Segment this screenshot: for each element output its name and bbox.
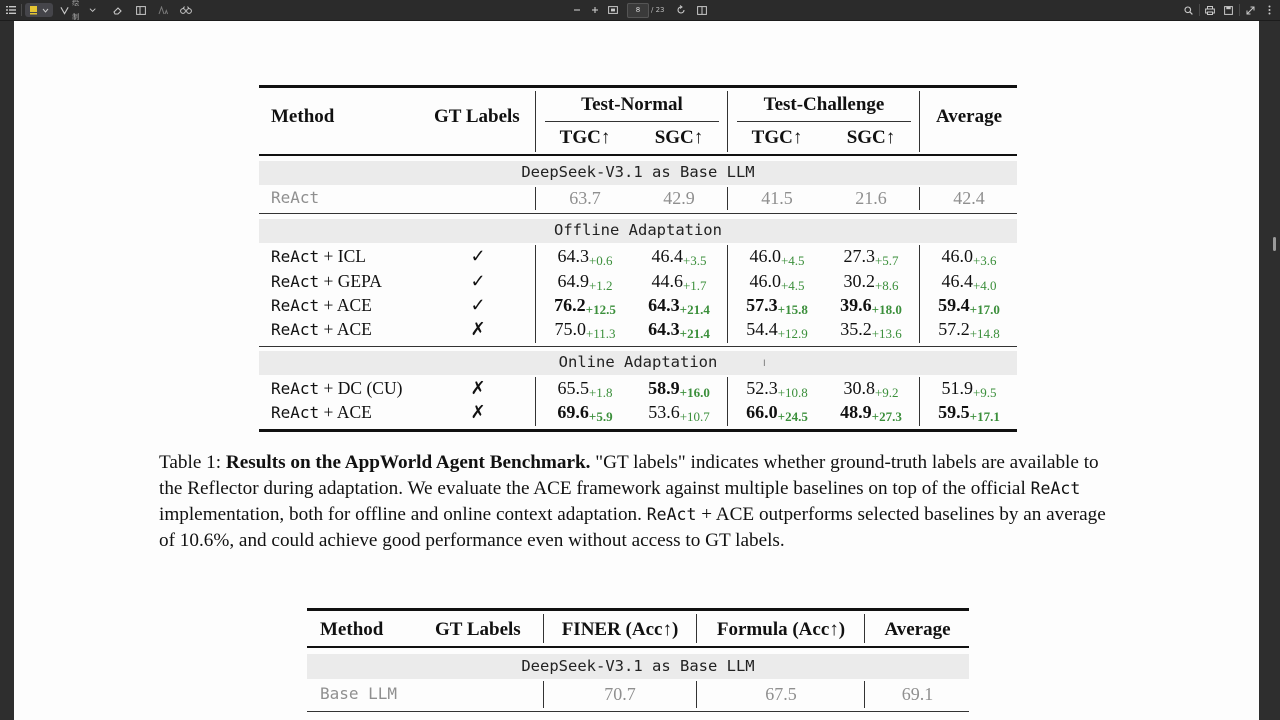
text-box-icon[interactable] — [134, 3, 148, 17]
cell-average — [921, 296, 1017, 316]
cell-value: 51.9 — [941, 378, 973, 398]
cell-value: 64.3 — [648, 295, 680, 315]
cell-value: 65.5 — [557, 378, 589, 398]
cell-average — [921, 320, 1017, 340]
cell-average — [921, 272, 1017, 292]
cell-sgc-challenge — [826, 247, 916, 267]
page-number-input[interactable]: 8 — [627, 3, 649, 18]
chevron-down-icon — [89, 7, 96, 13]
row-method — [271, 297, 372, 315]
cell-delta: +10.8 — [777, 385, 808, 400]
cell-value: 59.5 — [938, 402, 970, 422]
zoom-out-icon[interactable] — [570, 3, 584, 17]
row-method-suffix: + ICL — [319, 246, 366, 266]
cell-delta: +5.9 — [588, 409, 613, 424]
row-method-code: ReAct — [271, 403, 320, 422]
t2-header-gt-labels: GT Labels — [435, 619, 521, 640]
draw-tool-button[interactable] — [60, 0, 96, 21]
row-method-suffix: + DC (CU) — [319, 378, 403, 398]
caption-code-1: ReAct — [1030, 479, 1081, 498]
cell-delta: +11.3 — [585, 326, 616, 341]
baseline-average: 42.4 — [953, 188, 985, 208]
t2-section-base-llm: DeepSeek-V3.1 as Base LLM — [521, 657, 755, 675]
t2-header-method: Method — [320, 619, 384, 640]
save-icon[interactable] — [1221, 3, 1235, 17]
header-gt-labels: GT Labels — [434, 106, 520, 127]
cell-sgc-challenge — [826, 403, 916, 423]
section-base-llm: DeepSeek-V3.1 as Base LLM — [521, 163, 755, 181]
row-method-suffix: + GEPA — [319, 271, 382, 291]
cell-value: 44.6 — [651, 271, 683, 291]
cell-sgc-challenge — [826, 379, 916, 399]
cross-mark-icon: ✗ — [470, 319, 486, 339]
row-method — [271, 273, 382, 291]
cell-tgc-normal — [540, 247, 630, 267]
cell-value: 46.0 — [749, 271, 781, 291]
cell-delta: +10.7 — [679, 409, 710, 424]
search-icon[interactable] — [1181, 3, 1195, 17]
cell-tgc-normal — [540, 403, 630, 423]
baseline-sgc-challenge: 21.6 — [855, 188, 887, 208]
draw-label: 绘制 — [72, 0, 80, 21]
row-method — [271, 321, 372, 339]
t2-baseline-method: Base LLM — [320, 684, 398, 703]
cell-delta: +27.3 — [871, 409, 902, 424]
cell-sgc-challenge — [826, 296, 916, 316]
cell-value: 75.0 — [554, 319, 586, 339]
cell-sgc-challenge — [826, 320, 916, 340]
baseline-sgc-normal: 42.9 — [663, 188, 695, 208]
cell-value: 46.0 — [749, 246, 781, 266]
caption-text-1: "GT labels" indicates whether ground-truth labels are available to the Reflector during adaptation. We evaluate the ACE framework against multiple baselines on top of the official — [159, 452, 1099, 499]
baseline-tgc-challenge: 41.5 — [761, 188, 793, 208]
header-tgc-challenge: TGC↑ — [751, 127, 803, 148]
header-sgc-normal: SGC↑ — [654, 127, 704, 148]
cell-value: 35.2 — [840, 319, 872, 339]
cell-average — [921, 247, 1017, 267]
row-method-suffix: + ACE — [319, 319, 372, 339]
cell-value: 59.4 — [938, 295, 970, 315]
more-options-icon[interactable] — [1262, 3, 1276, 17]
baseline-method: ReAct — [271, 188, 320, 207]
section-online: Online Adaptation — [558, 353, 718, 371]
font-size-icon[interactable] — [156, 3, 170, 17]
cell-delta: +4.5 — [780, 253, 805, 268]
row-method-code: ReAct — [271, 379, 320, 398]
row-method-code: ReAct — [271, 296, 320, 315]
table1-caption — [159, 450, 1119, 554]
cell-value: 58.9 — [648, 378, 680, 398]
eraser-icon[interactable] — [111, 3, 125, 17]
cell-tgc-challenge — [732, 403, 822, 423]
cell-sgc-normal — [634, 403, 724, 423]
cell-tgc-challenge — [732, 320, 822, 340]
highlight-tool-button[interactable] — [25, 3, 53, 17]
header-test-challenge: Test-Challenge — [763, 94, 885, 115]
cell-value: 27.3 — [843, 246, 875, 266]
cross-mark-icon: ✗ — [470, 378, 486, 398]
cell-tgc-challenge — [732, 247, 822, 267]
rotate-icon[interactable] — [674, 3, 688, 17]
cell-delta: +4.0 — [972, 278, 997, 293]
cell-delta: +0.6 — [588, 253, 613, 268]
cell-value: 66.0 — [746, 402, 778, 422]
t2-baseline-formula: 67.5 — [765, 684, 797, 704]
cell-value: 39.6 — [840, 295, 872, 315]
cell-average — [921, 403, 1017, 423]
cell-delta: +12.5 — [585, 302, 616, 317]
cell-value: 57.2 — [938, 319, 970, 339]
cell-tgc-normal — [540, 320, 630, 340]
cell-value: 57.3 — [746, 295, 778, 315]
cell-tgc-normal — [540, 296, 630, 316]
t2-header-finer: FINER (Acc↑) — [561, 619, 679, 640]
cell-delta: +18.0 — [871, 302, 902, 317]
cell-value: 64.3 — [557, 246, 589, 266]
sidebar-toggle-icon[interactable] — [4, 3, 18, 17]
cell-value: 64.3 — [648, 319, 680, 339]
check-mark-icon: ✓ — [470, 295, 486, 315]
cell-sgc-challenge — [826, 272, 916, 292]
read-aloud-icon[interactable] — [178, 3, 194, 17]
cell-delta: +16.0 — [679, 385, 710, 400]
cell-delta: +21.4 — [679, 326, 710, 341]
caption-text-3: + ACE outperforms selected baselines by an average of 10.6%, and could achieve good performance even without access to GT labels. — [159, 504, 1106, 551]
expand-icon[interactable] — [1243, 3, 1257, 17]
cell-delta: +1.7 — [682, 278, 707, 293]
cell-tgc-challenge — [732, 272, 822, 292]
cell-value: 69.6 — [557, 402, 589, 422]
cell-delta: +8.6 — [874, 278, 899, 293]
row-method-suffix: + ACE — [319, 295, 372, 315]
cell-delta: +3.5 — [682, 253, 707, 268]
draw-icon — [60, 6, 69, 15]
header-sgc-challenge: SGC↑ — [846, 127, 896, 148]
cell-average — [921, 379, 1017, 399]
section-offline: Offline Adaptation — [554, 221, 722, 239]
baseline-tgc-normal: 63.7 — [569, 188, 601, 208]
header-method: Method — [271, 106, 335, 127]
header-test-normal: Test-Normal — [581, 94, 683, 115]
cell-delta: +1.2 — [588, 278, 613, 293]
cell-sgc-normal — [634, 296, 724, 316]
caption-code-2: ReAct — [646, 505, 697, 524]
row-method-code: ReAct — [271, 272, 320, 291]
header-tgc-normal: TGC↑ — [559, 127, 611, 148]
cell-value: 30.2 — [843, 271, 875, 291]
cell-value: 76.2 — [554, 295, 586, 315]
cell-tgc-challenge — [732, 379, 822, 399]
caption-label: Table 1: — [159, 452, 226, 473]
cell-tgc-challenge — [732, 296, 822, 316]
cell-delta: +14.8 — [969, 326, 1000, 341]
row-method-code: ReAct — [271, 247, 320, 266]
cell-delta: +12.9 — [777, 326, 808, 341]
cell-delta: +13.6 — [871, 326, 902, 341]
check-mark-icon: ✓ — [470, 271, 486, 291]
cell-value: 46.4 — [651, 246, 683, 266]
cell-delta: +4.5 — [780, 278, 805, 293]
t2-baseline-average: 69.1 — [901, 684, 934, 704]
cell-delta: +9.2 — [874, 385, 899, 400]
cell-sgc-normal — [634, 272, 724, 292]
row-method — [271, 404, 372, 422]
cell-value: 48.9 — [840, 402, 872, 422]
header-average: Average — [935, 106, 1003, 127]
cell-value: 52.3 — [746, 378, 778, 398]
pdf-toolbar — [0, 0, 1280, 21]
t2-baseline-finer: 70.7 — [604, 684, 636, 704]
caption-text-2: implementation, both for offline and online context adaptation. — [159, 504, 647, 525]
cell-delta: +3.6 — [972, 253, 997, 268]
scrollbar-thumb[interactable] — [1273, 237, 1276, 251]
caption-title: Results on the AppWorld Agent Benchmark. — [225, 452, 591, 473]
page-view-icon[interactable] — [695, 3, 709, 17]
cell-value: 53.6 — [648, 402, 680, 422]
text-cursor-icon: I — [763, 359, 766, 369]
cell-value: 30.8 — [843, 378, 875, 398]
cell-tgc-normal — [540, 272, 630, 292]
cell-delta: +15.8 — [777, 302, 808, 317]
row-method-suffix: + ACE — [319, 402, 372, 422]
cell-sgc-normal — [634, 320, 724, 340]
t2-header-average: Average — [884, 619, 951, 640]
cell-sgc-normal — [634, 247, 724, 267]
cross-mark-icon: ✗ — [470, 402, 486, 422]
row-method-code: ReAct — [271, 320, 320, 339]
cell-delta: +17.1 — [969, 409, 1000, 424]
check-mark-icon: ✓ — [470, 246, 486, 266]
cell-tgc-normal — [540, 379, 630, 399]
cell-value: 46.4 — [941, 271, 973, 291]
cell-delta: +21.4 — [679, 302, 710, 317]
cell-value: 46.0 — [941, 246, 973, 266]
t2-header-formula: Formula (Acc↑) — [716, 619, 846, 640]
cell-value: 54.4 — [746, 319, 778, 339]
cell-sgc-normal — [634, 379, 724, 399]
cell-delta: +1.8 — [588, 385, 613, 400]
print-icon[interactable] — [1203, 3, 1217, 17]
row-method — [271, 248, 366, 266]
row-method — [271, 380, 402, 398]
cell-delta: +9.5 — [972, 385, 997, 400]
cell-delta: +24.5 — [777, 409, 808, 424]
zoom-in-icon[interactable] — [588, 3, 602, 17]
cell-delta: +17.0 — [969, 302, 1000, 317]
page-total: / 23 — [651, 6, 665, 14]
cell-value: 64.9 — [557, 271, 589, 291]
cell-delta: +5.7 — [874, 253, 899, 268]
fit-page-icon[interactable] — [606, 3, 620, 17]
